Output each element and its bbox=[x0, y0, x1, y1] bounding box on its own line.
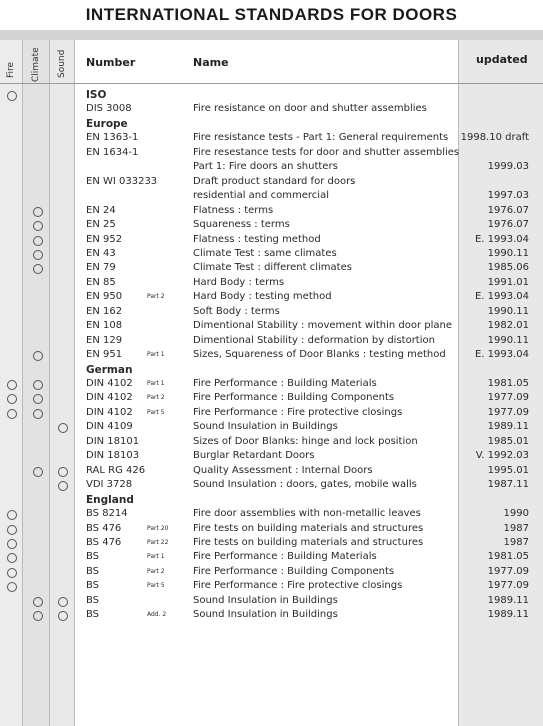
standard-name: Sound Insulation : doors, gates, mobile walls bbox=[193, 479, 417, 491]
updated-date: 1989.11 bbox=[487, 421, 529, 433]
standard-number: BS 8214 bbox=[86, 508, 128, 520]
standards-table bbox=[0, 40, 543, 726]
section-heading-row bbox=[0, 117, 543, 131]
standard-name: Fire tests on building materials and structures bbox=[193, 522, 424, 534]
table-row bbox=[0, 464, 543, 478]
header-band bbox=[0, 30, 543, 40]
table-row bbox=[0, 391, 543, 405]
table-row bbox=[0, 377, 543, 391]
section-heading: ISO bbox=[86, 89, 107, 101]
climate-mark bbox=[33, 236, 43, 246]
section-heading-row bbox=[0, 363, 543, 377]
header-divider bbox=[0, 83, 543, 84]
table-row bbox=[0, 579, 543, 593]
standard-name: Part 1: Fire doors an shutters bbox=[193, 161, 338, 173]
table-row bbox=[0, 146, 543, 160]
part-label: Part 2 bbox=[147, 293, 165, 301]
standard-name: Sizes of Door Blanks: hinge and lock position bbox=[193, 435, 418, 447]
climate-mark bbox=[33, 264, 43, 274]
updated-header: updated bbox=[476, 53, 528, 66]
table-row bbox=[0, 522, 543, 536]
standard-name: Fire tests on building materials and structures bbox=[193, 536, 424, 548]
standard-name: Fire Performance : Building Components bbox=[193, 392, 395, 404]
table-row bbox=[0, 608, 543, 622]
table-row bbox=[0, 189, 543, 203]
standard-name: Sound Insulation in Buildings bbox=[193, 609, 338, 621]
sound-mark bbox=[58, 481, 68, 491]
standard-name: Fire resestance tests for door and shutter assemblies bbox=[193, 146, 460, 158]
standard-name: Flatness : testing method bbox=[193, 233, 321, 245]
sound-mark bbox=[58, 467, 68, 477]
name-header: Name bbox=[193, 56, 229, 69]
table-row bbox=[0, 334, 543, 348]
standard-name: Fire resistance on door and shutter assemblies bbox=[193, 103, 427, 115]
standard-name: Squareness : terms bbox=[193, 219, 290, 231]
standard-number: BS 476 bbox=[86, 522, 122, 534]
updated-date: E. 1993.04 bbox=[474, 291, 529, 303]
updated-date: 1985.01 bbox=[487, 435, 529, 447]
updated-date: 1991.01 bbox=[487, 276, 529, 288]
standard-name: Fire Performance : Fire protective closings bbox=[193, 406, 403, 418]
standard-name: Fire Performance : Building Materials bbox=[193, 551, 377, 563]
updated-date: 1977.09 bbox=[487, 406, 529, 418]
updated-date: 1989.11 bbox=[487, 609, 529, 621]
table-row bbox=[0, 261, 543, 275]
standard-number: EN 950 bbox=[86, 291, 123, 303]
updated-date: 1977.09 bbox=[487, 565, 529, 577]
climate-mark bbox=[33, 380, 43, 390]
standard-number: EN 1363-1 bbox=[86, 132, 139, 144]
climate-mark bbox=[33, 611, 43, 621]
table-row bbox=[0, 550, 543, 564]
table-row bbox=[0, 233, 543, 247]
standard-name: Soft Body : terms bbox=[193, 305, 280, 317]
updated-date: 1981.05 bbox=[487, 378, 529, 389]
standard-number: BS bbox=[86, 609, 100, 621]
standard-name: Fire Performance : Building Materials bbox=[193, 378, 377, 389]
table-row bbox=[0, 305, 543, 319]
sound-mark bbox=[58, 597, 68, 607]
fire-mark bbox=[7, 568, 17, 578]
standard-number: DIN 4102 bbox=[86, 406, 133, 418]
standard-number: EN 24 bbox=[86, 204, 116, 216]
updated-date: 1999.03 bbox=[487, 161, 529, 173]
climate-mark bbox=[33, 351, 43, 361]
fire-mark bbox=[7, 539, 17, 549]
fire-mark bbox=[7, 582, 17, 592]
standard-number: BS bbox=[86, 551, 100, 563]
standard-number: EN 79 bbox=[86, 262, 116, 274]
fire-header: Fire bbox=[6, 61, 16, 78]
standard-number: EN 1634-1 bbox=[86, 146, 139, 158]
fire-mark bbox=[7, 510, 17, 520]
part-label: Add. 2 bbox=[147, 611, 167, 619]
table-row bbox=[0, 406, 543, 420]
page-title: INTERNATIONAL STANDARDS FOR DOORS bbox=[85, 5, 458, 24]
updated-date: 1990.11 bbox=[487, 247, 529, 259]
standard-name: Hard Body : testing method bbox=[193, 291, 332, 303]
standard-number: EN WI 033233 bbox=[86, 175, 158, 187]
part-label: Part 1 bbox=[147, 553, 165, 561]
standard-number: BS bbox=[86, 594, 100, 606]
updated-date: 1981.05 bbox=[487, 551, 529, 563]
part-label: Part 1 bbox=[147, 351, 165, 359]
updated-date: 1990.11 bbox=[487, 305, 529, 317]
climate-mark bbox=[33, 597, 43, 607]
table-row bbox=[0, 160, 543, 174]
fire-mark bbox=[7, 91, 17, 101]
standard-number: BS bbox=[86, 580, 100, 592]
part-label: Part 2 bbox=[147, 567, 165, 575]
fire-mark bbox=[7, 380, 17, 390]
standard-name: Hard Body : terms bbox=[193, 276, 285, 288]
standard-number: DIN 4102 bbox=[86, 378, 133, 389]
sound-mark bbox=[58, 423, 68, 433]
table-row bbox=[0, 102, 543, 116]
part-label: Part 2 bbox=[147, 394, 165, 402]
table-row bbox=[0, 536, 543, 550]
number-header: Number bbox=[86, 56, 136, 69]
part-label: Part 1 bbox=[147, 380, 165, 387]
updated-date: E. 1993.04 bbox=[474, 233, 529, 245]
standard-number: EN 951 bbox=[86, 349, 123, 361]
table-row bbox=[0, 435, 543, 449]
updated-date: 1987 bbox=[503, 536, 529, 548]
table-row bbox=[0, 218, 543, 232]
climate-header: Climate bbox=[31, 47, 41, 82]
updated-date: 1990 bbox=[503, 508, 529, 520]
fire-mark bbox=[7, 525, 17, 535]
table-row bbox=[0, 348, 543, 362]
updated-date: 1987.11 bbox=[487, 479, 529, 491]
updated-date: 1977.09 bbox=[487, 580, 529, 592]
standard-name: Dimentional Stability : deformation by distortion bbox=[193, 334, 435, 346]
climate-mark bbox=[33, 207, 43, 217]
updated-date: 1998.10 draft bbox=[460, 132, 529, 144]
table-row bbox=[0, 276, 543, 290]
standard-name: Burglar Retardant Doors bbox=[193, 450, 315, 462]
climate-mark bbox=[33, 394, 43, 404]
standard-name: Climate Test : same climates bbox=[193, 247, 337, 259]
fire-mark bbox=[7, 553, 17, 563]
updated-date: 1987 bbox=[503, 522, 529, 534]
standard-number: RAL RG 426 bbox=[86, 464, 146, 476]
updated-date: 1985.06 bbox=[487, 262, 529, 274]
standard-number: DIN 18103 bbox=[86, 450, 140, 462]
standard-name: Flatness : terms bbox=[193, 204, 274, 216]
updated-date: E. 1993.04 bbox=[474, 349, 529, 361]
table-row bbox=[0, 131, 543, 145]
standard-number: EN 85 bbox=[86, 276, 116, 288]
table-row bbox=[0, 449, 543, 463]
standard-name: residential and commercial bbox=[193, 190, 329, 202]
standard-number: EN 162 bbox=[86, 305, 123, 317]
fire-mark bbox=[7, 394, 17, 404]
standard-name: Fire resistance tests - Part 1: General requirements bbox=[193, 132, 449, 144]
updated-date: 1976.07 bbox=[487, 219, 529, 231]
section-heading-row bbox=[0, 88, 543, 102]
climate-mark bbox=[33, 467, 43, 477]
standard-name: Fire Performance : Building Components bbox=[193, 565, 395, 577]
updated-date: 1976.07 bbox=[487, 204, 529, 216]
updated-date: 1995.01 bbox=[487, 464, 529, 476]
standard-number: EN 43 bbox=[86, 247, 116, 259]
climate-mark bbox=[33, 250, 43, 260]
section-heading-row bbox=[0, 493, 543, 507]
table-row bbox=[0, 319, 543, 333]
standard-name: Fire Performance : Fire protective closings bbox=[193, 580, 403, 592]
standard-number: DIN 18101 bbox=[86, 435, 140, 447]
sound-mark bbox=[58, 611, 68, 621]
table-row bbox=[0, 175, 543, 189]
climate-mark bbox=[33, 221, 43, 231]
standard-number: DIN 4109 bbox=[86, 421, 133, 433]
standard-number: DIS 3008 bbox=[86, 103, 132, 115]
standard-name: Dimentional Stability : movement within door plane bbox=[193, 320, 452, 332]
part-label: Part 22 bbox=[147, 538, 169, 546]
standard-name: Draft product standard for doors bbox=[193, 175, 356, 187]
table-row bbox=[0, 594, 543, 608]
fire-mark bbox=[7, 409, 17, 419]
standard-number: EN 952 bbox=[86, 233, 123, 245]
standard-name: Sound Insulation in Buildings bbox=[193, 421, 338, 433]
part-label: Part 20 bbox=[147, 524, 169, 532]
standard-name: Sizes, Squareness of Door Blanks : testing method bbox=[193, 349, 446, 361]
climate-mark bbox=[33, 409, 43, 419]
sound-header: Sound bbox=[57, 49, 67, 78]
table-row bbox=[0, 507, 543, 521]
section-heading: England bbox=[86, 493, 134, 506]
updated-date: V. 1992.03 bbox=[475, 450, 529, 462]
standard-number: EN 25 bbox=[86, 219, 116, 231]
section-heading: German bbox=[86, 363, 133, 376]
updated-date: 1982.01 bbox=[487, 320, 529, 332]
standard-name: Sound Insulation in Buildings bbox=[193, 594, 338, 606]
table-row bbox=[0, 290, 543, 304]
part-label: Part 5 bbox=[147, 408, 165, 416]
standard-name: Climate Test : different climates bbox=[193, 262, 352, 274]
updated-date: 1977.09 bbox=[487, 392, 529, 404]
part-label: Part 5 bbox=[147, 582, 165, 590]
table-row bbox=[0, 478, 543, 492]
standard-number: EN 108 bbox=[86, 320, 123, 332]
table-row bbox=[0, 247, 543, 261]
table-row bbox=[0, 565, 543, 579]
standard-number: BS bbox=[86, 565, 100, 577]
updated-date: 1990.11 bbox=[487, 334, 529, 346]
standard-name: Quality Assessment : Internal Doors bbox=[193, 464, 373, 476]
standard-name: Fire door assemblies with non-metallic leaves bbox=[193, 508, 421, 520]
standard-number: BS 476 bbox=[86, 536, 122, 548]
table-row bbox=[0, 204, 543, 218]
standard-number: VDI 3728 bbox=[86, 479, 133, 491]
standard-number: DIN 4102 bbox=[86, 392, 133, 404]
updated-date: 1989.11 bbox=[487, 594, 529, 606]
standard-number: EN 129 bbox=[86, 334, 123, 346]
table-row bbox=[0, 420, 543, 434]
section-heading: Europe bbox=[86, 117, 128, 130]
updated-date: 1997.03 bbox=[487, 190, 529, 202]
